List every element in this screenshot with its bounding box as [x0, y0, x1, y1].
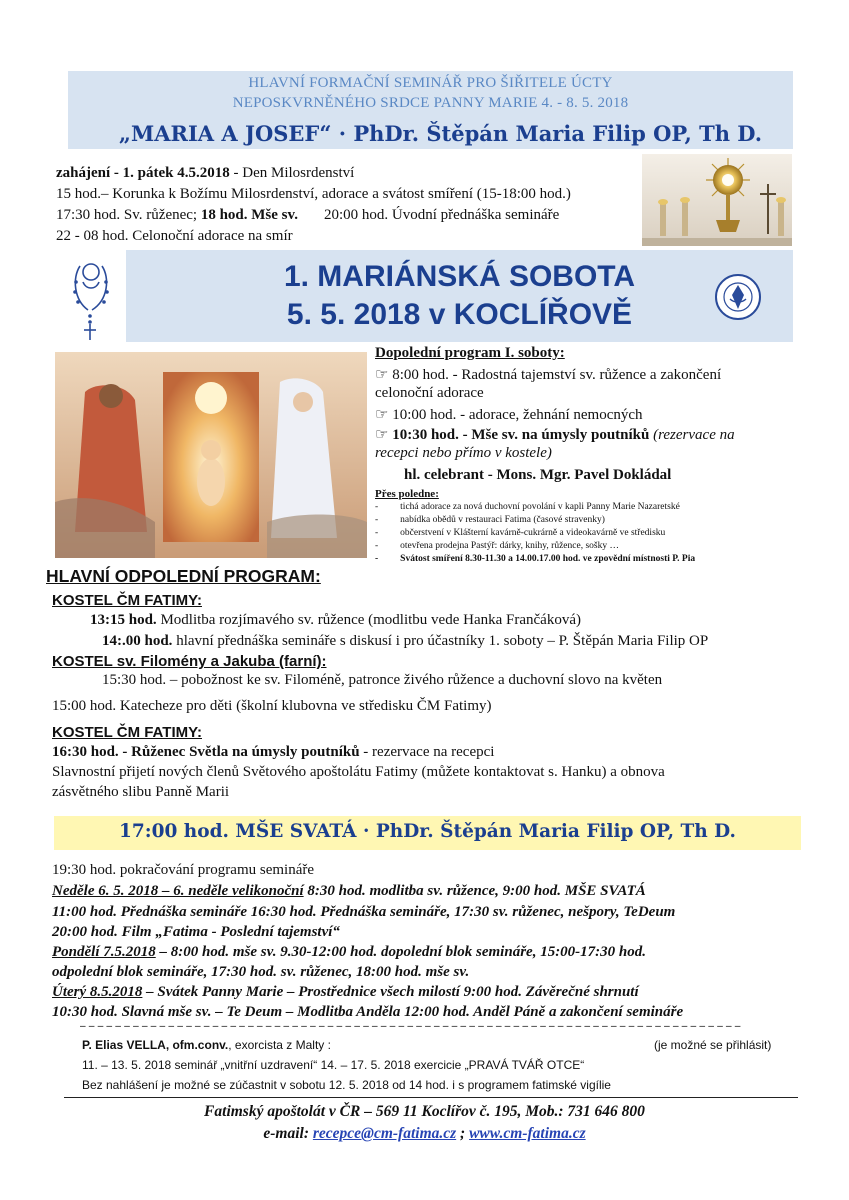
noon-heading: Přes poledne:	[375, 488, 439, 500]
orbis-unus-orans-logo	[714, 273, 762, 321]
hand-pointer-icon: ☞	[375, 427, 389, 443]
program-tuesday: Úterý 8.5.2018 – Svátek Panny Marie – Prostřednice všech milostí 9:00 hod. Závěrečné shrnutí	[52, 984, 639, 1000]
morning-item-1-cont: celonoční adorace	[375, 385, 484, 401]
holy-family-painting	[55, 352, 367, 558]
afternoon-item-1: 13:15 hod. Modlitba rozjímavého sv. růžence (modlitbu vede Hanka Frančáková)	[90, 612, 581, 628]
church-filomena-heading: KOSTEL sv. Filomény a Jakuba (farní):	[52, 653, 327, 670]
email-link[interactable]: recepce@cm-fatima.cz	[312, 1125, 457, 1142]
afternoon-item-2: 14:.00 hod. hlavní přednáška semináře s diskusí i pro účastníky 1. soboty – P. Štěpán Maria Filip OP	[102, 633, 709, 649]
holy-mass-text: 17:00 hod. MŠE SVATÁ · PhDr. Štěpán Maria Filip OP, Th D.	[119, 821, 736, 842]
notice-line-1: P. Elias VELLA, ofm.conv., exorcista z Malty :	[82, 1038, 331, 1052]
holy-mass-band	[54, 816, 801, 850]
afternoon-heading: HLAVNÍ ODPOLEDNÍ PROGRAM:	[46, 566, 321, 586]
saturday-title-band	[126, 250, 793, 342]
saturday-title: 1. MARIÁNSKÁ SOBOTA	[283, 260, 636, 293]
header-line-2: NEPOSKVRNĚNÉHO SRDCE PANNY MARIE 4. - 8. 5. 2018	[232, 95, 629, 111]
footer-divider	[64, 1097, 798, 1098]
header-line-1: HLAVNÍ FORMAČNÍ SEMINÁŘ PRO ŠIŘITELE ÚCTY	[248, 75, 613, 91]
seminar-title: „MARIA A JOSEF“ · PhDr. Štěpán Maria Filip OP, Th D.	[118, 121, 763, 146]
afternoon-item-4: 15:00 hod. Katecheze pro děti (školní klubovna ve středisku ČM Fatimy)	[52, 698, 492, 714]
opening-line-4: 22 - 08 hod. Celonoční adorace na smír	[56, 228, 293, 244]
noon-item-3: - občerstvení v Klášterní kavárně-cukrárně a videokavárně ve středisku	[375, 528, 666, 538]
morning-item-2: ☞ 10:00 hod. - adorace, žehnání nemocných	[375, 407, 643, 423]
footer-address: Fatimský apoštolát v ČR – 569 11 Koclířov č. 195, Mob.: 731 646 800	[204, 1103, 645, 1120]
morning-item-3-cont: recepci nebo přímo v kostele)	[375, 445, 552, 461]
morning-item-1: ☞ 8:00 hod. - Radostná tajemství sv. růžence a zakončení	[375, 367, 722, 383]
opening-line-1: zahájení - 1. pátek 4.5.2018 - Den Milosrdenství	[56, 165, 355, 181]
program-line-0: 19:30 hod. pokračování programu semináře	[52, 862, 315, 878]
program-line-2: 11:00 hod. Přednáška semináře 16:30 hod. Přednáška semináře, 17:30 sv. růženec, nešpory, TeDeum	[52, 904, 676, 920]
morning-item-3: ☞ 10:30 hod. - Mše sv. na úmysly poutníků (rezervace na	[375, 427, 735, 443]
afternoon-item-6-cont: zásvětného slibu Panně Marii	[52, 784, 230, 800]
opening-line-2: 15 hod.– Korunka k Božímu Milosrdenství, adorace a svátost smíření (15-18:00 hod.)	[56, 186, 571, 202]
noon-item-1: - tichá adorace za nová duchovní povolání v kapli Panny Marie Nazaretské	[375, 502, 680, 512]
program-sunday: Neděle 6. 5. 2018 – 6. neděle velikonoční 8:30 hod. modlitba sv. růžence, 9:00 hod. MŠE SVATÁ	[52, 883, 646, 899]
program-monday: Pondělí 7.5.2018 – 8:00 hod. mše sv. 9.30-12:00 hod. dopolední blok semináře, 15:00-17:30 hod.	[52, 944, 647, 960]
hand-pointer-icon: ☞	[375, 407, 389, 423]
program-line-5: odpolední blok semináře, 17:30 hod. sv. růženec, 18:00 hod. mše sv.	[52, 964, 470, 980]
notice-signup: (je možné se přihlásit)	[654, 1038, 772, 1052]
saturday-date: 5. 5. 2018 v KOCLÍŘOVĚ	[286, 298, 633, 331]
morning-heading: Dopolední program I. soboty:	[375, 345, 565, 361]
opening-line-3: 17:30 hod. Sv. růženec; 18 hod. Mše sv. 20:00 hod. Úvodní přednáška semináře	[56, 207, 560, 223]
afternoon-item-5: 16:30 hod. - Růženec Světla na úmysly poutníků - rezervace na recepci	[52, 744, 495, 760]
dashed-separator: – – – – – – – – – – – – – – – – – – – – – – – – – – – – – – – – – – – – – – – – – – – – – – – – – – – – – – – – – – – – – – – – – – – – – – – – – – –	[80, 1020, 741, 1032]
program-line-3: 20:00 hod. Film „Fatima - Poslední tajemství“	[52, 924, 340, 940]
hand-pointer-icon: ☞	[375, 367, 389, 383]
notice-line-2: 11. – 13. 5. 2018 seminář „vnitřní uzdravení“ 14. – 17. 5. 2018 exercicie „PRAVÁ TVÁŘ OTCE“	[82, 1058, 585, 1072]
website-link[interactable]: www.cm-fatima.cz	[469, 1125, 586, 1142]
header-band	[68, 71, 793, 149]
church-fatima-heading-2: KOSTEL ČM FATIMY:	[52, 724, 202, 741]
afternoon-item-3: 15:30 hod. – pobožnost ke sv. Filoméně, patronce živého růžence a duchovní slovo na květen	[102, 672, 663, 688]
notice-line-3: Bez nahlášení je možné se zúčastnit v sobotu 12. 5. 2018 od 14 hod. i s programem fatimské vigílie	[82, 1078, 611, 1092]
noon-item-4: - otevřena prodejna Pastýř: dárky, knihy, růžence, sošky …	[375, 541, 619, 551]
monstrance-photo	[642, 154, 792, 246]
celebrant: hl. celebrant - Mons. Mgr. Pavel Dokládal	[404, 467, 672, 483]
program-line-7: 10:30 hod. Slavná mše sv. – Te Deum – Modlitba Anděla 12:00 hod. Anděl Páně a zakončení semináře	[52, 1004, 684, 1020]
afternoon-item-6: Slavnostní přijetí nových členů Světového apoštolátu Fatimy (můžete kontaktovat s. Hanku) a obnova	[52, 764, 665, 780]
rosary-icon	[62, 252, 122, 342]
footer-contacts: e-mail: recepce@cm-fatima.cz ; www.cm-fatima.cz	[263, 1125, 586, 1142]
noon-item-2: - nabídka obědů v restauraci Fatima (časové stravenky)	[375, 515, 605, 525]
church-fatima-heading: KOSTEL ČM FATIMY:	[52, 592, 202, 609]
noon-item-5: - Svátost smíření 8.30-11.30 a 14.00.17.00 hod. ve zpovědní místnosti P. Pia	[375, 554, 696, 564]
